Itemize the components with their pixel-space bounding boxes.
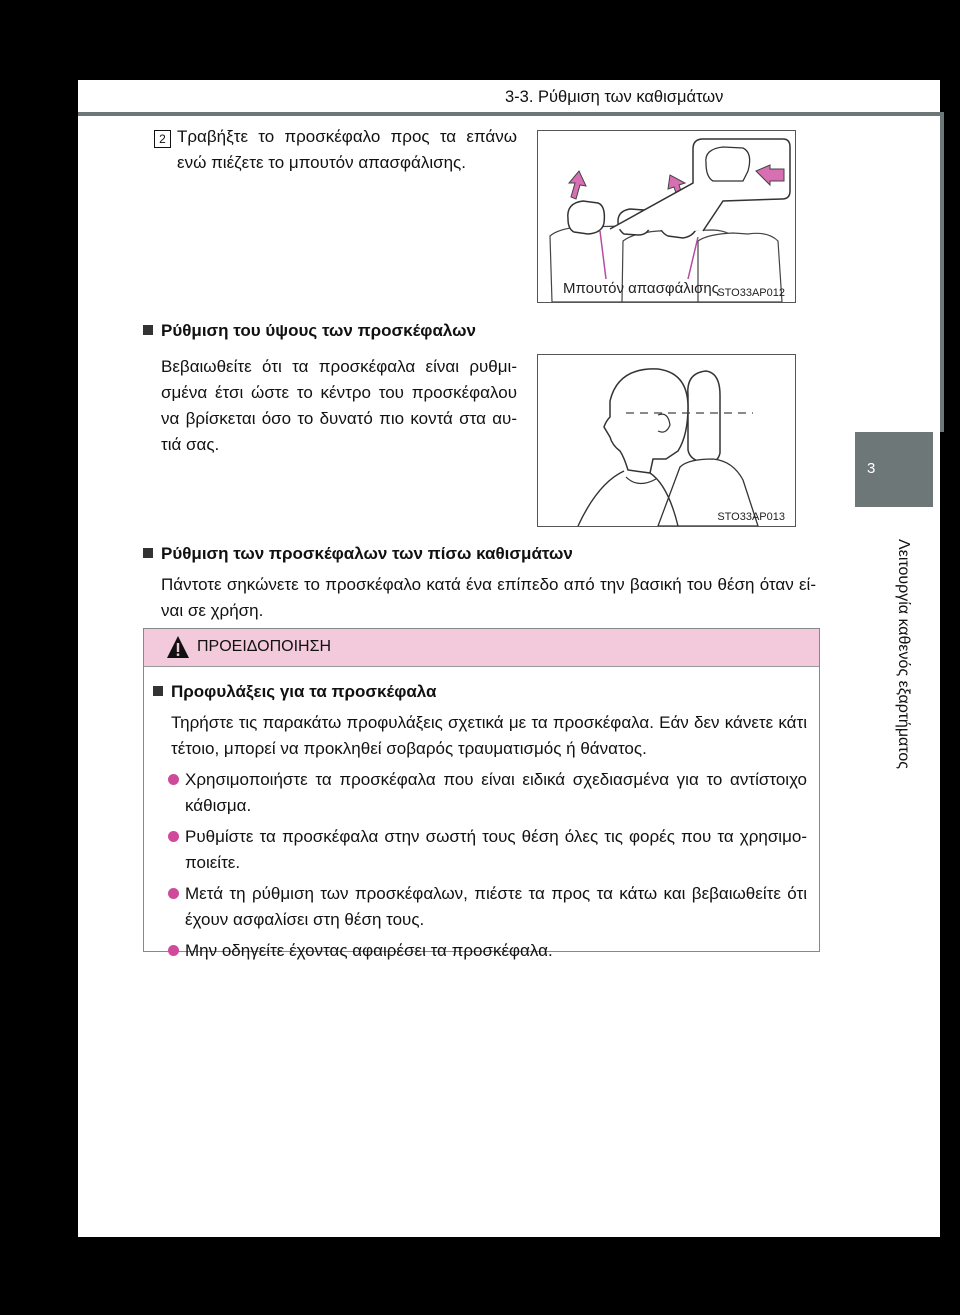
step2-line1: Τραβήξτε το προσκέφαλο προς τα επάνω <box>177 127 517 146</box>
warning-triangle-icon <box>166 635 190 659</box>
step-number-box: 2 <box>154 130 171 148</box>
release-button-label: Μπουτόν απασφάλισης <box>563 280 719 297</box>
section1-line3: να βρίσκεται όσο το δυνατό πιο κοντά στα αυ- <box>161 409 517 428</box>
warning-heading: Προφυλάξεις για τα προσκέφαλα <box>153 682 437 702</box>
figure2-code: STO33AP013 <box>717 511 785 523</box>
square-bullet-icon <box>153 686 163 696</box>
section1-line4: τιά σας. <box>161 435 220 454</box>
chapter-number: 3 <box>867 460 876 477</box>
headrest-release-illustration <box>538 131 795 302</box>
head-position-illustration <box>538 355 795 526</box>
section2-heading: Ρύθμιση των προσκέφαλων των πίσω καθισμάτων <box>143 544 573 564</box>
warning-header <box>144 629 819 667</box>
section1-line1: Βεβαιωθείτε ότι τα προσκέφαλα είναι ρυθμι- <box>161 357 517 376</box>
bullet-dot-icon <box>168 774 179 785</box>
warning-bullet2-line2: ποιείτε. <box>185 853 241 872</box>
step2-line2: ενώ πιέζετε το μπουτόν απασφάλισης. <box>177 153 466 172</box>
section1-heading: Ρύθμιση του ύψους των προσκέφαλων <box>143 321 476 341</box>
section2-line2: ναι σε χρήση. <box>161 601 264 620</box>
right-edge-rule <box>940 112 944 432</box>
page-header-title: 3-3. Ρύθμιση των καθισμάτων <box>505 88 724 106</box>
chapter-label: Λειτουργία καθενός εξαρτήματος <box>895 539 912 769</box>
square-bullet-icon <box>143 325 153 335</box>
warning-bullet2-line1: Ρυθμίστε τα προσκέφαλα στην σωστή τους θέση όλες τις φορές που τα χρησιμο- <box>168 824 807 850</box>
section1-line2: σμένα έτσι ώστε το κέντρο του προσκέφαλου <box>161 383 517 402</box>
headrest-release-figure <box>537 130 796 303</box>
warning-bullet1-line1: Χρησιμοποιήστε τα προσκέφαλα που είναι ειδικά σχεδιασμένα για το αντίστοιχο <box>168 767 807 793</box>
warning-bullet3-line1: Μετά τη ρύθμιση των προσκέφαλων, πιέστε τα προς τα κάτω και βεβαιωθείτε ότι <box>168 881 807 907</box>
bullet-dot-icon <box>168 888 179 899</box>
warning-intro-line1: Τηρήστε τις παρακάτω προφυλάξεις σχετικά με τα προσκέφαλα. Εάν δεν κάνετε κάτι <box>171 713 807 732</box>
warning-bullet1-line2: κάθισμα. <box>185 796 252 815</box>
header-rule <box>78 112 940 116</box>
warning-bullet4: Μην οδηγείτε έχοντας αφαιρέσει τα προσκέφαλα. <box>168 938 553 964</box>
square-bullet-icon <box>143 548 153 558</box>
warning-intro-line2: τέτοιο, μπορεί να προκληθεί σοβαρός τραυματισμός ή θάνατος. <box>171 739 647 758</box>
warning-title: ΠΡΟΕΙΔΟΠΟΙΗΣΗ <box>197 638 332 655</box>
bullet-dot-icon <box>168 945 179 956</box>
section2-line1: Πάντοτε σηκώνετε το προσκέφαλο κατά ένα επίπεδο από την βασική του θέση όταν εί- <box>161 575 816 594</box>
bullet-dot-icon <box>168 831 179 842</box>
head-position-figure <box>537 354 796 527</box>
figure1-code: STO33AP012 <box>717 287 785 299</box>
warning-bullet3-line2: έχουν ασφαλίσει στη θέση τους. <box>185 910 425 929</box>
